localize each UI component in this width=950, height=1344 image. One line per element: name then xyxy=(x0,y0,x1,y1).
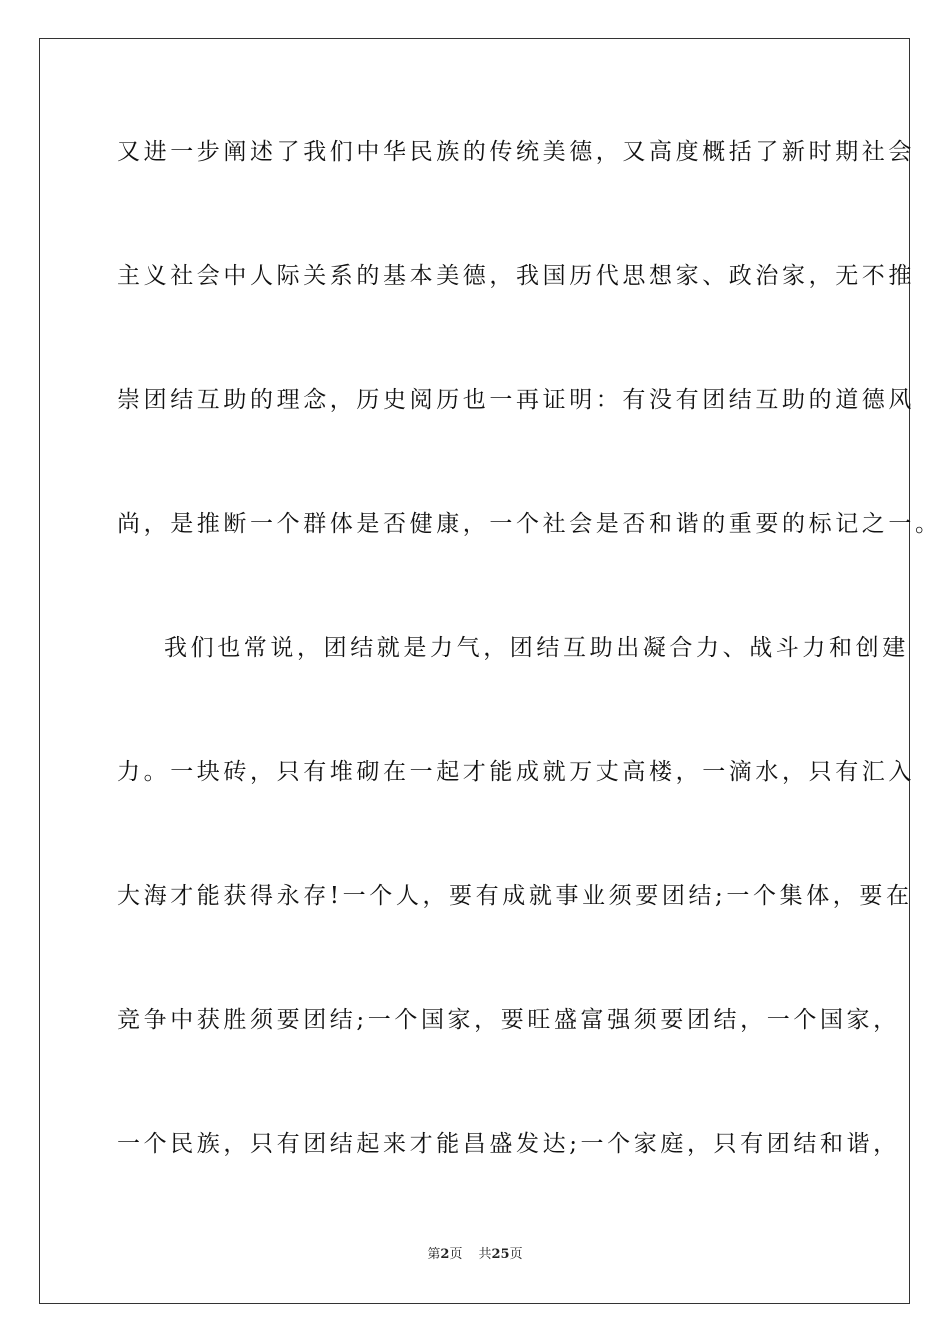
text-line-3: 崇团结互助的理念，历史阅历也一再证明：有没有团结互助的道德风 xyxy=(117,387,915,413)
text-line-1: 又进一步阐述了我们中华民族的传统美德，又高度概括了新时期社会 xyxy=(117,139,915,165)
text-line-8: 竞争中获胜须要团结;一个国家，要旺盛富强须要团结，一个国家， xyxy=(117,1007,900,1033)
page-footer xyxy=(0,1246,950,1264)
page-suffix: 页 xyxy=(449,1247,463,1262)
text-line-4: 尚，是推断一个群体是否健康，一个社会是否和谐的重要的标记之一。 xyxy=(117,511,942,537)
page-border xyxy=(39,38,910,1304)
text-line-9: 一个民族，只有团结起来才能昌盛发达;一个家庭，只有团结和谐， xyxy=(117,1131,900,1157)
page-total: 25 xyxy=(491,1247,510,1262)
total-suffix: 页 xyxy=(509,1247,523,1262)
paragraph-start-line: 我们也常说，团结就是力气，团结互助出凝合力、战斗力和创建 xyxy=(164,635,909,661)
text-line-6: 力。一块砖，只有堆砌在一起才能成就万丈高楼，一滴水，只有汇入 xyxy=(117,759,915,785)
total-prefix: 共 xyxy=(478,1247,492,1262)
page-prefix: 第 xyxy=(427,1247,441,1262)
text-line-2: 主义社会中人际关系的基本美德，我国历代思想家、政治家，无不推 xyxy=(117,263,915,289)
text-line-7: 大海才能获得永存!一个人，要有成就事业须要团结;一个集体，要在 xyxy=(117,883,913,909)
page-current: 2 xyxy=(440,1247,450,1262)
